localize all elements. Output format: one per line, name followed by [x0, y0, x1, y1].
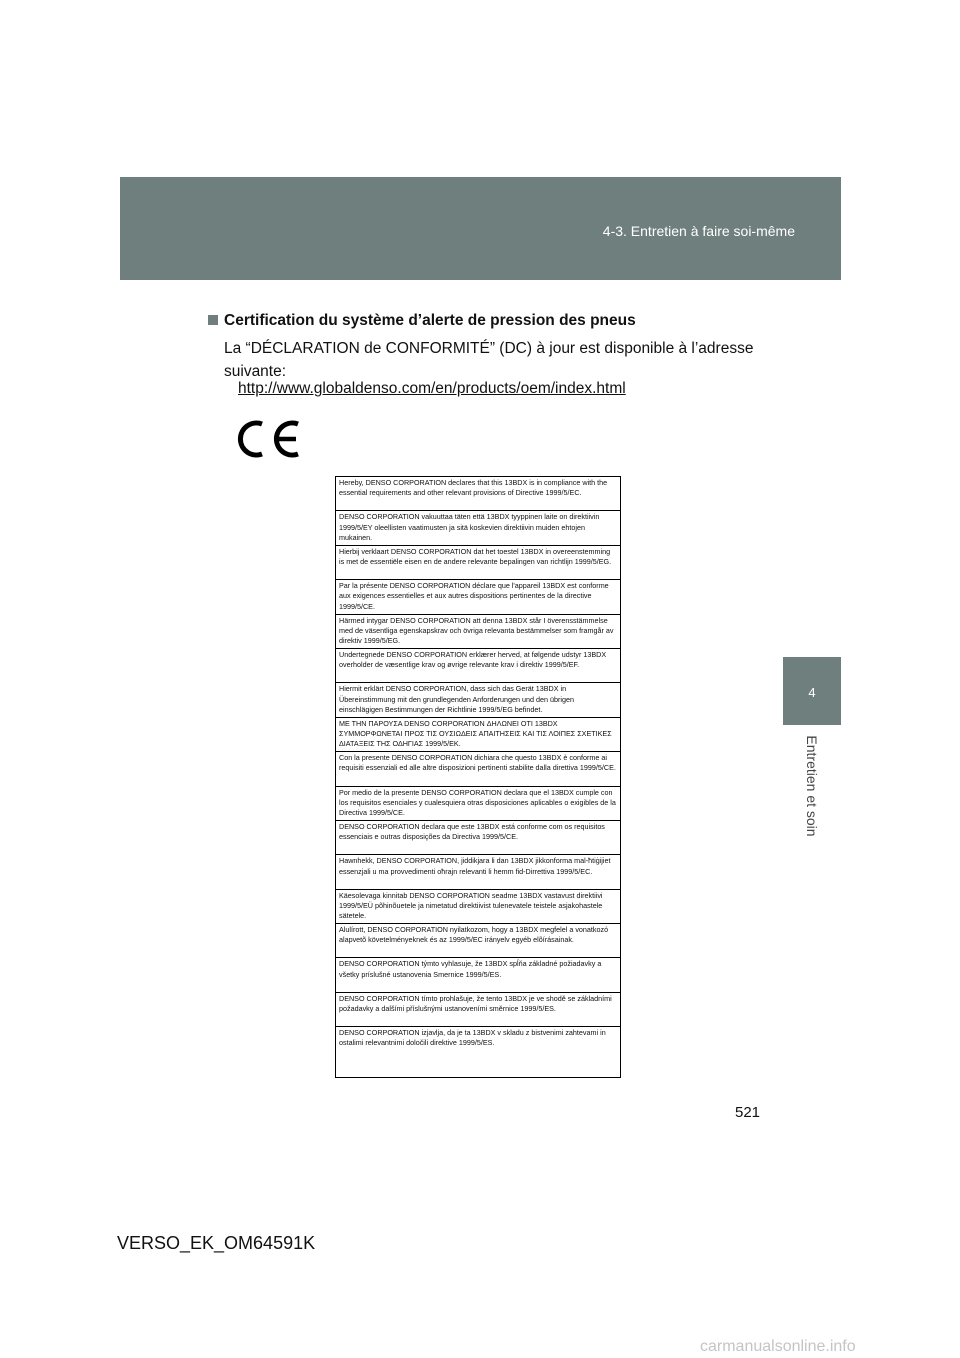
page-header: [120, 177, 841, 280]
declaration-url-link[interactable]: http://www.globaldenso.com/en/products/oem/index.html: [238, 380, 626, 397]
chapter-number: 4: [808, 685, 816, 700]
declaration-entry: Hiermit erklärt DENSO CORPORATION, dass sich das Gerät 13BDX in Übereinstimmung mit den grundlegenden Anforderungen und den übrigen einschlägigen Bestimmungen der Richtlinie 1999/5/EG befindet.: [336, 683, 620, 717]
declaration-entry: Alulírott, DENSO CORPORATION nyilatkozom, hogy a 13BDX megfelel a vonatkozó alapvetõ követelményeknek és az 1999/5/EC irányelv egyéb elõírásainak.: [336, 924, 620, 958]
chapter-title: 4-3. Entretien à faire soi-même: [602, 223, 795, 239]
declaration-entry: Härmed intygar DENSO CORPORATION att denna 13BDX står I överensstämmelse med de väsentliga egenskapskrav och övriga relevanta bestämmelser som framgår av direktiv 1999/5/EG.: [336, 615, 620, 649]
declaration-entry: Hierbij verklaart DENSO CORPORATION dat het toestel 13BDX in overeenstemming is met de essentiële eisen en de andere relevante bepalingen van richtlijn 1999/5/EG.: [336, 546, 620, 580]
page-number: 521: [735, 1104, 761, 1121]
watermark: carmanualsonline.info: [700, 1338, 856, 1355]
declaration-entry: Undertegnede DENSO CORPORATION erklærer herved, at følgende udstyr 13BDX overholder de væsentlige krav og øvrige relevante krav i direktiv 1999/5/EF.: [336, 649, 620, 683]
declaration-entry: ΜΕ ΤΗΝ ΠΑΡΟΥΣΑ DENSO CORPORATION ΔΗΛΩΝΕΙ ΟΤΙ 13BDX ΣΥΜΜΟΡΦΩΝΕΤΑΙ ΠΡΟΣ ΤΙΣ ΟΥΣΙΩΔΕΙΣ ΑΠΑΙΤΗΣΕΙΣ ΚΑΙ ΤΙΣ ΛΟΙΠΕΣ ΣΧΕΤΙΚΕΣ ΔΙΑΤΑΞΕΙΣ ΤΗΣ ΟΔΗΓΙΑΣ 1999/5/ΕΚ.: [336, 718, 620, 752]
section-heading-text: Certification du système d’alerte de pression des pneus: [224, 312, 636, 329]
chapter-side-label: Entretien et soin: [804, 735, 820, 837]
declaration-entry: DENSO CORPORATION vakuuttaa täten että 13BDX tyyppinen laite on direktiivin 1999/5/EY oleellisten vaatimusten ja sitä koskevien direktiivin muiden ehtojen mukainen.: [336, 511, 620, 545]
declaration-entry: Por medio de la presente DENSO CORPORATION declara que el 13BDX cumple con los requisitos esenciales y cualesquiera otras disposiciones aplicables o exigibles de la Directiva 1999/5/CE.: [336, 787, 620, 821]
declaration-entry: Käesolevaga kinnitab DENSO CORPORATION seadme 13BDX vastavust direktiivi 1999/5/EÜ põhinõuetele ja nimetatud direktiivist tulenevatele teistele asjakohastele sätetele.: [336, 890, 620, 924]
declaration-entry: DENSO CORPORATION týmto vyhlasuje, že 13BDX spĺňa základné požiadavky a všetky príslušné ustanovenia Smernice 1999/5/ES.: [336, 958, 620, 992]
declaration-entry: Con la presente DENSO CORPORATION dichiara che questo 13BDX è conforme ai requisiti essenziali ed alle altre disposizioni pertinenti stabilite dalla direttiva 1999/5/CE.: [336, 752, 620, 786]
declaration-entry: Hawnhekk, DENSO CORPORATION, jiddikjara li dan 13BDX jikkonforma mal-ħtiġijiet essenzjali u ma provvedimenti oħrajn relevanti li hemm fid-Dirrettiva 1999/5/EC.: [336, 855, 620, 889]
declaration-entry: DENSO CORPORATION declara que este 13BDX está conforme com os requisitos essenciais e outras disposições da Directiva 1999/5/CE.: [336, 821, 620, 855]
section-body: La “DÉCLARATION de CONFORMITÉ” (DC) à jour est disponible à l’adresse suivante:: [224, 340, 754, 380]
section-heading: [208, 312, 636, 330]
declaration-entry: DENSO CORPORATION izjavlja, da je ta 13BDX v skladu z bistvenimi zahtevami in ostalimi relevantnimi določili direktive 1999/5/ES.: [339, 1028, 606, 1048]
square-bullet-icon: [208, 315, 218, 325]
document-code: VERSO_EK_OM64591K: [117, 1233, 316, 1253]
declaration-entry: Hereby, DENSO CORPORATION declares that this 13BDX is in compliance with the essential requirements and other relevant provisions of Directive 1999/5/EC.: [336, 477, 620, 511]
ce-mark-icon: [234, 418, 302, 460]
declaration-of-conformity-table: [335, 476, 621, 1078]
chapter-tab: [783, 657, 841, 725]
declaration-entry: Par la présente DENSO CORPORATION déclare que l'appareil 13BDX est conforme aux exigences essentielles et aux autres dispositions pertinentes de la directive 1999/5/CE.: [336, 580, 620, 614]
declaration-entry: DENSO CORPORATION tímto prohlašuje, že tento 13BDX je ve shodě se základními požadavky a dalšími příslušnými ustanoveními směrnice 1999/5/ES.: [336, 993, 620, 1027]
